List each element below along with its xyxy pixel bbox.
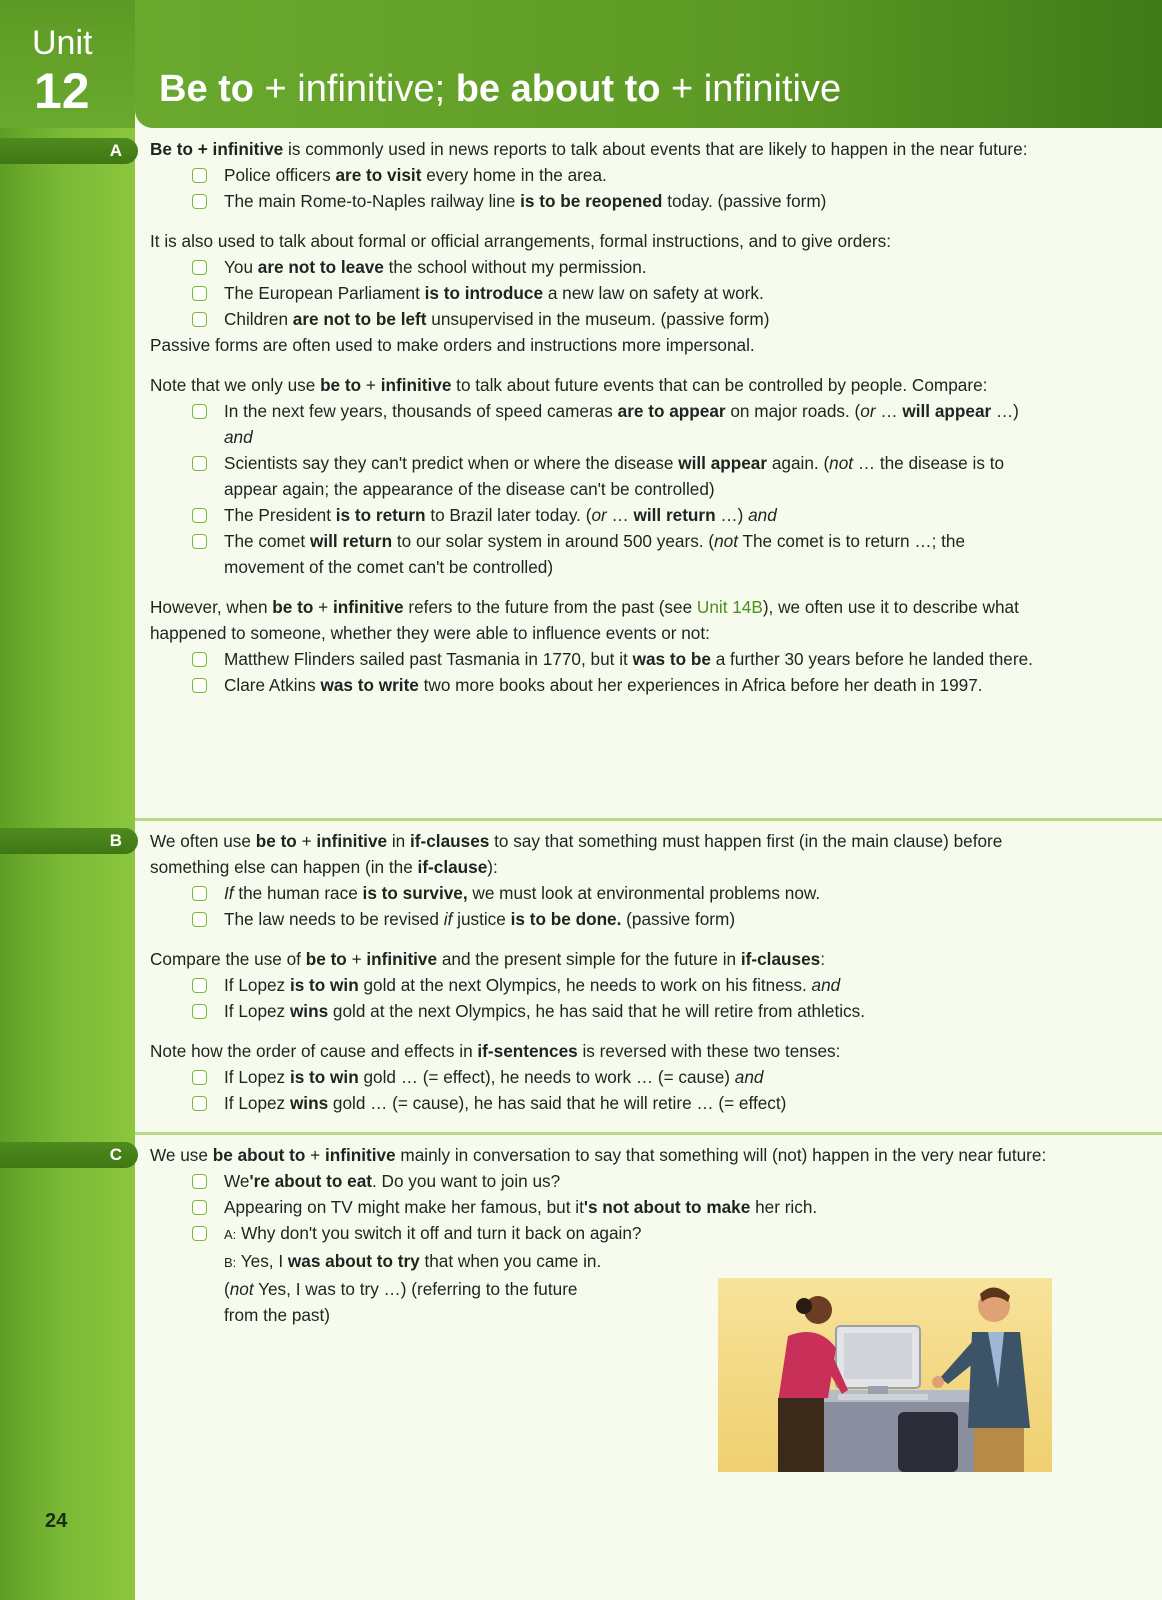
header-bar [135,0,1162,128]
example-item: Appearing on TV might make her famous, but it's not about to make her rich. [150,1194,1050,1220]
page-number: 24 [45,1510,68,1532]
example-item: You are not to leave the school without my permission. [150,254,1050,280]
example-item: Clare Atkins was to write two more books about her experiences in Africa before her death in 1997. [150,672,1050,698]
example-item: If Lopez is to win gold at the next Olympics, he needs to work on his fitness. and [150,972,1050,998]
example-item: The comet will return to our solar system in around 500 years. (not The comet is to return …; the movement of the comet can't be controlled) [150,528,1050,580]
unit-link[interactable]: Unit 14B [696,597,763,617]
example-item: If the human race is to survive, we must look at environmental problems now. [150,880,1050,906]
section-divider [135,1132,1162,1135]
example-item: Scientists say they can't predict when or where the disease will appear again. (not … the disease is to appear again; the appearance of the disease can't be controlled) [150,450,1050,502]
unit-number: 12 [34,63,90,119]
example-item: The law needs to be revised if justice is to be done. (passive form) [150,906,1050,932]
example-item: B: Yes, I was about to try that when you came in. [224,1251,602,1271]
example-item: The President is to return to Brazil later today. (or … will return …) and [150,502,1050,528]
section-divider [135,818,1162,821]
section-b-content [150,828,1050,1116]
paragraph: Compare the use of be to + infinitive and the present simple for the future in if-clauses: [150,949,825,969]
example-item: The European Parliament is to introduce a new law on safety at work. [150,280,1050,306]
sidebar [0,0,135,1600]
paragraph: We use be about to + infinitive mainly in conversation to say that something will (not) happen in the very near future: [150,1145,1047,1165]
paragraph: However, when be to + infinitive refers to the future from the past (see Unit 14B), we often use it to describe what happened to someone, whether they were able to influence events or not: [150,597,1019,643]
paragraph: We often use be to + infinitive in if-clauses to say that something must happen first (in the main clause) before something else can happen (in the if-clause): [150,831,1003,877]
unit-label: Unit [32,24,93,62]
example-item: The main Rome-to-Naples railway line is to be reopened today. (passive form) [150,188,1050,214]
example-item: In the next few years, thousands of speed cameras are to appear on major roads. (or … will appear …) and [150,398,1050,450]
page-title: Be to + infinitive; be about to + infinitive [159,68,842,110]
paragraph: Note that we only use be to + infinitive to talk about future events that can be controlled by people. Compare: [150,375,988,395]
example-item: Children are not to be left unsupervised in the museum. (passive form) [150,306,1050,332]
section-tab-b: B [0,828,138,854]
paragraph: Note how the order of cause and effects in if-sentences is reversed with these two tenses: [150,1041,841,1061]
example-item: If Lopez wins gold … (= cause), he has said that he will retire … (= effect) [150,1090,1050,1116]
paragraph: Passive forms are often used to make orders and instructions more impersonal. [150,335,755,355]
example-item: Police officers are to visit every home in the area. [150,162,1050,188]
example-item: (not Yes, I was to try …) (referring to the future [224,1279,578,1299]
office-illustration [718,1278,1052,1472]
example-item: A: Why don't you switch it off and turn it back on again? [150,1220,1050,1248]
section-a-content [150,136,1050,698]
paragraph: Be to + infinitive is commonly used in news reports to talk about events that are likely to happen in the near future: [150,139,1028,159]
example-item: If Lopez is to win gold … (= effect), he needs to work … (= cause) and [150,1064,1050,1090]
unit-badge [0,0,135,128]
example-item: Matthew Flinders sailed past Tasmania in 1770, but it was to be a further 30 years before he landed there. [150,646,1050,672]
paragraph: It is also used to talk about formal or official arrangements, formal instructions, and to give orders: [150,231,892,251]
example-item: from the past) [224,1305,331,1325]
example-item: We're about to eat. Do you want to join us? [150,1168,1050,1194]
section-tab-c: C [0,1142,138,1168]
section-tab-a: A [0,138,138,164]
example-item: If Lopez wins gold at the next Olympics, he has said that he will retire from athletics. [150,998,1050,1024]
